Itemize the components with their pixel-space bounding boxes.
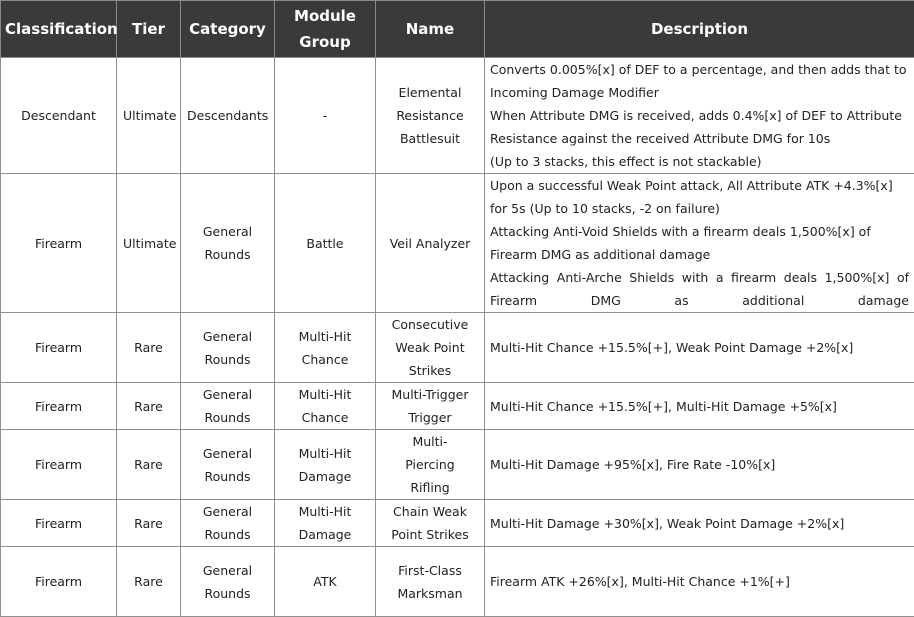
table-row [1, 383, 914, 430]
cell-classification: Firearm [1, 313, 117, 383]
header-module-group: Module Group [275, 1, 376, 58]
description-line: Converts 0.005%[x] of DEF to a percentage, and then adds that to Incoming Damage Modifier [490, 58, 909, 104]
cell-module-group: Multi-Hit Chance [275, 313, 376, 383]
cell-module-group: Multi-Hit Damage [275, 430, 376, 500]
cell-classification: Firearm [1, 547, 117, 617]
cell-category: General Rounds [181, 313, 275, 383]
cell-tier: Rare [117, 500, 181, 547]
description-line: Multi-Hit Damage +30%[x], Weak Point Damage +2%[x] [490, 512, 909, 535]
cell-tier: Rare [117, 383, 181, 430]
cell-name: Chain Weak Point Strikes [376, 500, 485, 547]
cell-name: Consecutive Weak Point Strikes [376, 313, 485, 383]
cell-tier: Rare [117, 313, 181, 383]
table-row [1, 547, 914, 617]
cell-tier: Ultimate [117, 58, 181, 174]
table-row [1, 430, 914, 500]
cell-category: General Rounds [181, 174, 275, 313]
cell-module-group: Multi-Hit Damage [275, 500, 376, 547]
header-row [1, 1, 914, 58]
cell-description [485, 313, 914, 383]
description-line: Attacking Anti-Void Shields with a firearm deals 1,500%[x] of Firearm DMG as additional damage [490, 220, 909, 266]
table-row [1, 58, 914, 174]
cell-name: Multi-Piercing Rifling [376, 430, 485, 500]
description-line: Multi-Hit Chance +15.5%[+], Weak Point Damage +2%[x] [490, 336, 909, 359]
header-category: Category [181, 1, 275, 58]
cell-name: Veil Analyzer [376, 174, 485, 313]
cell-category: General Rounds [181, 383, 275, 430]
cell-module-group: - [275, 58, 376, 174]
description-line: Firearm ATK +26%[x], Multi-Hit Chance +1%[+] [490, 570, 909, 593]
cell-module-group: Multi-Hit Chance [275, 383, 376, 430]
cell-description [485, 430, 914, 500]
cell-tier: Ultimate [117, 174, 181, 313]
cell-description [485, 58, 914, 174]
table-row [1, 174, 914, 313]
cell-description [485, 383, 914, 430]
cell-category: General Rounds [181, 500, 275, 547]
cell-tier: Rare [117, 547, 181, 617]
table-row [1, 313, 914, 383]
description-line: Upon a successful Weak Point attack, All Attribute ATK +4.3%[x] for 5s (Up to 10 stacks, -2 on failure) [490, 174, 909, 220]
header-classification: Classification [1, 1, 117, 58]
cell-tier: Rare [117, 430, 181, 500]
cell-module-group: ATK [275, 547, 376, 617]
header-tier: Tier [117, 1, 181, 58]
table-row [1, 500, 914, 547]
cell-name: Elemental Resistance Battlesuit [376, 58, 485, 174]
header-name: Name [376, 1, 485, 58]
description-line: (Up to 3 stacks, this effect is not stackable) [490, 150, 909, 173]
cell-classification: Firearm [1, 383, 117, 430]
description-line: Multi-Hit Damage +95%[x], Fire Rate -10%[x] [490, 453, 909, 476]
cell-classification: Firearm [1, 500, 117, 547]
cell-description [485, 500, 914, 547]
cell-classification: Firearm [1, 430, 117, 500]
header-description: Description [485, 1, 914, 58]
cell-name: First-Class Marksman [376, 547, 485, 617]
cell-description [485, 547, 914, 617]
description-line: When Attribute DMG is received, adds 0.4%[x] of DEF to Attribute Resistance against the received Attribute DMG for 10s [490, 104, 909, 150]
cell-module-group: Battle [275, 174, 376, 313]
cell-description [485, 174, 914, 313]
cell-category: Descendants [181, 58, 275, 174]
cell-name: Multi-Trigger Trigger [376, 383, 485, 430]
description-line: Multi-Hit Chance +15.5%[+], Multi-Hit Damage +5%[x] [490, 395, 909, 418]
cell-category: General Rounds [181, 547, 275, 617]
cell-category: General Rounds [181, 430, 275, 500]
description-line: Attacking Anti-Arche Shields with a firearm deals 1,500%[x] of Firearm DMG as additional damage [490, 266, 909, 312]
cell-classification: Firearm [1, 174, 117, 313]
cell-classification: Descendant [1, 58, 117, 174]
